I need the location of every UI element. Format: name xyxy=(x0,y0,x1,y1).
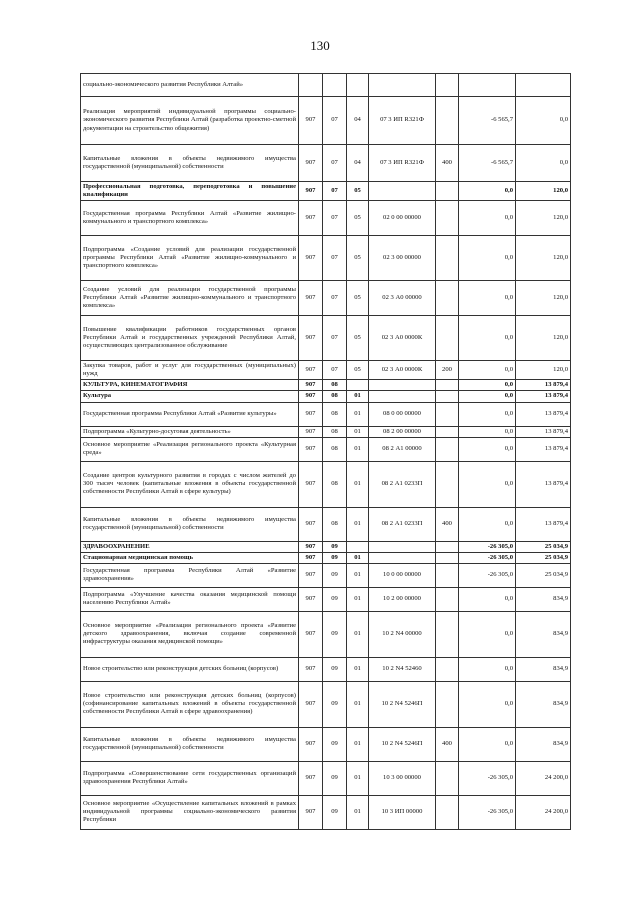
row-ministry-code: 907 xyxy=(299,426,323,437)
row-subsection-code: 01 xyxy=(347,727,369,761)
row-expense-type xyxy=(436,657,459,681)
row-expense-type xyxy=(436,761,459,795)
row-amount-change: 0,0 xyxy=(459,380,516,391)
row-target-article: 10 2 N4 52460 xyxy=(369,657,436,681)
table-row xyxy=(81,97,571,145)
row-section-code: 09 xyxy=(323,552,347,563)
row-amount-change: 0,0 xyxy=(459,361,516,380)
row-section-code: 09 xyxy=(323,657,347,681)
table-row xyxy=(81,281,571,316)
row-target-article: 10 3 ИП 00000 xyxy=(369,795,436,829)
table-row xyxy=(81,507,571,541)
row-ministry-code: 907 xyxy=(299,97,323,145)
row-amount-change: 0,0 xyxy=(459,681,516,727)
row-amount-change: 0,0 xyxy=(459,402,516,426)
row-target-article: 02 3 А0 00000 xyxy=(369,281,436,316)
row-target-article: 02 0 00 00000 xyxy=(369,201,436,236)
row-target-article: 07 3 ИП R321Ф xyxy=(369,145,436,182)
row-target-article: 02 3 А0 0000К xyxy=(369,316,436,361)
row-section-code: 07 xyxy=(323,316,347,361)
row-subsection-code: 01 xyxy=(347,507,369,541)
row-amount-change: -6 565,7 xyxy=(459,145,516,182)
table-row xyxy=(81,681,571,727)
row-name: Капитальные вложения в объекты недвижимого имущества государственной (муниципальной) собственности xyxy=(81,145,299,182)
row-amount-change: 0,0 xyxy=(459,316,516,361)
row-name: Государственная программа Республики Алтай «Развитие здравоохранения» xyxy=(81,563,299,587)
row-expense-type xyxy=(436,236,459,281)
row-section-code: 09 xyxy=(323,681,347,727)
row-expense-type xyxy=(436,681,459,727)
row-target-article xyxy=(369,391,436,402)
row-section-code: 07 xyxy=(323,361,347,380)
row-ministry-code: 907 xyxy=(299,507,323,541)
row-amount-total: 834,9 xyxy=(516,681,571,727)
row-section-code: 07 xyxy=(323,145,347,182)
row-target-article: 08 0 00 00000 xyxy=(369,402,436,426)
row-target-article: 08 2 00 00000 xyxy=(369,426,436,437)
row-expense-type: 400 xyxy=(436,727,459,761)
row-subsection-code xyxy=(347,74,369,97)
row-amount-total: 120,0 xyxy=(516,236,571,281)
row-name: Подпрограмма «Улучшение качества оказания медицинской помощи населению Республики Алтай» xyxy=(81,587,299,611)
row-name: Капитальные вложения в объекты недвижимого имущества государственной (муниципальной) собственности xyxy=(81,507,299,541)
row-amount-total: 834,9 xyxy=(516,657,571,681)
row-subsection-code: 01 xyxy=(347,587,369,611)
row-section-code xyxy=(323,74,347,97)
table-row xyxy=(81,552,571,563)
row-subsection-code: 05 xyxy=(347,281,369,316)
row-expense-type xyxy=(436,587,459,611)
row-section-code: 09 xyxy=(323,611,347,657)
row-subsection-code: 01 xyxy=(347,402,369,426)
row-amount-change: 0,0 xyxy=(459,236,516,281)
row-amount-change: 0,0 xyxy=(459,657,516,681)
row-amount-total: 120,0 xyxy=(516,281,571,316)
table-row xyxy=(81,236,571,281)
row-amount-change: -26 305,0 xyxy=(459,795,516,829)
table-row xyxy=(81,657,571,681)
row-amount-change: 0,0 xyxy=(459,437,516,461)
row-ministry-code: 907 xyxy=(299,236,323,281)
row-ministry-code: 907 xyxy=(299,761,323,795)
row-subsection-code: 01 xyxy=(347,391,369,402)
row-ministry-code: 907 xyxy=(299,391,323,402)
row-expense-type xyxy=(436,461,459,507)
row-expense-type xyxy=(436,426,459,437)
row-section-code: 07 xyxy=(323,201,347,236)
row-section-code: 09 xyxy=(323,727,347,761)
row-subsection-code: 05 xyxy=(347,361,369,380)
row-subsection-code xyxy=(347,380,369,391)
table-row xyxy=(81,402,571,426)
row-subsection-code: 01 xyxy=(347,552,369,563)
row-ministry-code: 907 xyxy=(299,795,323,829)
row-amount-change: -26 305,0 xyxy=(459,563,516,587)
row-name: Основное мероприятие «Реализация регионального проекта «Развитие детского здравоохранения, включая создание современной инфраструктуры оказания медицинской помощи» xyxy=(81,611,299,657)
row-ministry-code: 907 xyxy=(299,437,323,461)
row-name: Подпрограмма «Культурно-досуговая деятельность» xyxy=(81,426,299,437)
row-expense-type xyxy=(436,437,459,461)
table-row xyxy=(81,761,571,795)
row-ministry-code: 907 xyxy=(299,563,323,587)
row-expense-type xyxy=(436,281,459,316)
row-section-code: 07 xyxy=(323,281,347,316)
row-amount-total: 13 879,4 xyxy=(516,380,571,391)
table-row xyxy=(81,361,571,380)
row-name: Подпрограмма «Совершенствование сети государственных организаций здравоохранения Республики Алтай» xyxy=(81,761,299,795)
row-amount-change: -26 305,0 xyxy=(459,541,516,552)
row-expense-type xyxy=(436,182,459,201)
row-expense-type xyxy=(436,380,459,391)
row-amount-total: 120,0 xyxy=(516,316,571,361)
row-amount-change: 0,0 xyxy=(459,391,516,402)
row-name: Капитальные вложения в объекты недвижимого имущества государственной (муниципальной) собственности xyxy=(81,727,299,761)
row-subsection-code: 05 xyxy=(347,182,369,201)
row-amount-total: 834,9 xyxy=(516,587,571,611)
row-subsection-code: 01 xyxy=(347,563,369,587)
table-row xyxy=(81,145,571,182)
row-target-article xyxy=(369,552,436,563)
row-name: Повышение квалификации работников государственных органов Республики Алтай и государственных учреждений Республики Алтай, осуществляющих централизованное обслуживание xyxy=(81,316,299,361)
row-amount-change: -6 565,7 xyxy=(459,97,516,145)
row-name: Культура xyxy=(81,391,299,402)
table-row xyxy=(81,795,571,829)
row-target-article: 10 2 N4 5246П xyxy=(369,727,436,761)
row-name: Профессиональная подготовка, переподготовка и повышение квалификации xyxy=(81,182,299,201)
row-subsection-code: 01 xyxy=(347,761,369,795)
row-section-code: 08 xyxy=(323,437,347,461)
row-expense-type xyxy=(436,74,459,97)
row-amount-total: 24 200,0 xyxy=(516,761,571,795)
row-subsection-code: 01 xyxy=(347,681,369,727)
row-ministry-code: 907 xyxy=(299,541,323,552)
table-row xyxy=(81,461,571,507)
row-amount-total: 13 879,4 xyxy=(516,437,571,461)
row-amount-change xyxy=(459,74,516,97)
row-ministry-code: 907 xyxy=(299,145,323,182)
row-subsection-code: 01 xyxy=(347,795,369,829)
row-amount-change: 0,0 xyxy=(459,727,516,761)
row-section-code: 08 xyxy=(323,402,347,426)
row-amount-total: 120,0 xyxy=(516,361,571,380)
row-section-code: 09 xyxy=(323,587,347,611)
row-name: Основное мероприятие «Реализация регионального проекта «Культурная среда» xyxy=(81,437,299,461)
row-amount-total: 834,9 xyxy=(516,727,571,761)
table-row xyxy=(81,74,571,97)
row-subsection-code: 01 xyxy=(347,611,369,657)
table-row xyxy=(81,727,571,761)
row-name: Закупка товаров, работ и услуг для государственных (муниципальных) нужд xyxy=(81,361,299,380)
table-row xyxy=(81,380,571,391)
row-section-code: 07 xyxy=(323,97,347,145)
row-amount-total: 0,0 xyxy=(516,145,571,182)
row-name: Создание условий для реализации государственной программы Республики Алтай «Развитие жилищно-коммунального и транспортного комплекса» xyxy=(81,281,299,316)
row-section-code: 09 xyxy=(323,795,347,829)
row-subsection-code: 05 xyxy=(347,316,369,361)
row-name: Стационарная медицинская помощь xyxy=(81,552,299,563)
row-name: социально-экономического развития Республики Алтай» xyxy=(81,74,299,97)
row-subsection-code xyxy=(347,541,369,552)
row-target-article: 10 2 00 00000 xyxy=(369,587,436,611)
row-amount-total: 0,0 xyxy=(516,97,571,145)
row-section-code: 08 xyxy=(323,391,347,402)
row-target-article xyxy=(369,541,436,552)
row-amount-change: 0,0 xyxy=(459,281,516,316)
row-name: Подпрограмма «Создание условий для реализации государственной программы Республики Алтай «Развитие жилищно-коммунального и транспортного комплекса» xyxy=(81,236,299,281)
row-expense-type: 200 xyxy=(436,361,459,380)
row-amount-change: 0,0 xyxy=(459,182,516,201)
row-ministry-code: 907 xyxy=(299,380,323,391)
row-amount-total: 120,0 xyxy=(516,182,571,201)
row-section-code: 08 xyxy=(323,380,347,391)
row-name: Основное мероприятие «Осуществление капитальных вложений в рамках индивидуальной программы социально-экономического развития Республики xyxy=(81,795,299,829)
page-number: 130 xyxy=(310,38,330,53)
row-amount-total: 13 879,4 xyxy=(516,402,571,426)
table-row xyxy=(81,563,571,587)
row-section-code: 09 xyxy=(323,761,347,795)
row-target-article: 10 0 00 00000 xyxy=(369,563,436,587)
row-amount-total: 834,9 xyxy=(516,611,571,657)
row-target-article: 10 2 N4 5246П xyxy=(369,681,436,727)
row-name: Государственная программа Республики Алтай «Развитие культуры» xyxy=(81,402,299,426)
row-ministry-code: 907 xyxy=(299,316,323,361)
row-name: КУЛЬТУРА, КИНЕМАТОГРАФИЯ xyxy=(81,380,299,391)
row-target-article: 08 2 А1 0233П xyxy=(369,461,436,507)
row-amount-change: -26 305,0 xyxy=(459,761,516,795)
row-section-code: 07 xyxy=(323,182,347,201)
row-ministry-code xyxy=(299,74,323,97)
row-name: Новое строительство или реконструкция детских больниц (корпусов) xyxy=(81,657,299,681)
table-row xyxy=(81,201,571,236)
row-target-article: 08 2 А1 0233П xyxy=(369,507,436,541)
table-row xyxy=(81,437,571,461)
row-target-article: 02 3 00 00000 xyxy=(369,236,436,281)
row-amount-total: 25 034,9 xyxy=(516,541,571,552)
row-section-code: 08 xyxy=(323,426,347,437)
row-expense-type xyxy=(436,391,459,402)
row-ministry-code: 907 xyxy=(299,552,323,563)
row-ministry-code: 907 xyxy=(299,681,323,727)
row-expense-type xyxy=(436,201,459,236)
row-ministry-code: 907 xyxy=(299,461,323,507)
row-section-code: 09 xyxy=(323,541,347,552)
row-expense-type xyxy=(436,97,459,145)
row-section-code: 09 xyxy=(323,563,347,587)
row-amount-total xyxy=(516,74,571,97)
row-amount-change: -26 305,0 xyxy=(459,552,516,563)
row-expense-type xyxy=(436,611,459,657)
row-target-article xyxy=(369,380,436,391)
table-row xyxy=(81,541,571,552)
row-name: Новое строительство или реконструкция детских больниц (корпусов) (софинансирование капитальных вложений в объекты государственной собственности Республики Алтай в сфере здравоохранения) xyxy=(81,681,299,727)
row-name: Создание центров культурного развития в городах с числом жителей до 300 тысяч человек (капитальные вложения в объекты государственной собственности Республики Алтай в сфере культуры) xyxy=(81,461,299,507)
row-section-code: 07 xyxy=(323,236,347,281)
row-subsection-code: 01 xyxy=(347,426,369,437)
row-ministry-code: 907 xyxy=(299,361,323,380)
table-row xyxy=(81,391,571,402)
table-row xyxy=(81,426,571,437)
row-subsection-code: 05 xyxy=(347,201,369,236)
row-ministry-code: 907 xyxy=(299,402,323,426)
row-ministry-code: 907 xyxy=(299,611,323,657)
row-amount-change: 0,0 xyxy=(459,507,516,541)
row-target-article: 10 3 00 00000 xyxy=(369,761,436,795)
row-amount-total: 120,0 xyxy=(516,201,571,236)
row-amount-change: 0,0 xyxy=(459,461,516,507)
row-amount-total: 13 879,4 xyxy=(516,391,571,402)
row-ministry-code: 907 xyxy=(299,727,323,761)
row-subsection-code: 01 xyxy=(347,461,369,507)
row-subsection-code: 01 xyxy=(347,437,369,461)
row-amount-total: 25 034,9 xyxy=(516,563,571,587)
row-expense-type xyxy=(436,316,459,361)
row-amount-change: 0,0 xyxy=(459,587,516,611)
row-subsection-code: 01 xyxy=(347,657,369,681)
row-target-article: 02 3 А0 0000К xyxy=(369,361,436,380)
table-row xyxy=(81,182,571,201)
row-subsection-code: 04 xyxy=(347,97,369,145)
row-amount-total: 13 879,4 xyxy=(516,426,571,437)
row-name: ЗДРАВООХРАНЕНИЕ xyxy=(81,541,299,552)
row-amount-total: 25 034,9 xyxy=(516,552,571,563)
row-name: Государственная программа Республики Алтай «Развитие жилищно-коммунального и транспортного комплекса» xyxy=(81,201,299,236)
row-ministry-code: 907 xyxy=(299,657,323,681)
row-amount-change: 0,0 xyxy=(459,201,516,236)
row-ministry-code: 907 xyxy=(299,587,323,611)
row-expense-type: 400 xyxy=(436,145,459,182)
row-expense-type xyxy=(436,402,459,426)
row-amount-change: 0,0 xyxy=(459,426,516,437)
row-ministry-code: 907 xyxy=(299,281,323,316)
row-section-code: 08 xyxy=(323,507,347,541)
row-target-article xyxy=(369,182,436,201)
row-section-code: 08 xyxy=(323,461,347,507)
row-target-article xyxy=(369,74,436,97)
row-name: Реализация мероприятий индивидуальной программы социально-экономического развития Республики Алтай (разработка проектно-сметной документации на строительство общежития) xyxy=(81,97,299,145)
row-target-article: 08 2 А1 00000 xyxy=(369,437,436,461)
table-row xyxy=(81,611,571,657)
row-amount-change: 0,0 xyxy=(459,611,516,657)
budget-table xyxy=(80,73,571,830)
row-amount-total: 24 200,0 xyxy=(516,795,571,829)
row-ministry-code: 907 xyxy=(299,182,323,201)
row-expense-type xyxy=(436,563,459,587)
row-target-article: 10 2 N4 00000 xyxy=(369,611,436,657)
row-expense-type xyxy=(436,795,459,829)
row-expense-type: 400 xyxy=(436,507,459,541)
table-row xyxy=(81,587,571,611)
row-amount-total: 13 879,4 xyxy=(516,507,571,541)
row-ministry-code: 907 xyxy=(299,201,323,236)
row-expense-type xyxy=(436,541,459,552)
row-subsection-code: 04 xyxy=(347,145,369,182)
row-expense-type xyxy=(436,552,459,563)
row-subsection-code: 05 xyxy=(347,236,369,281)
table-row xyxy=(81,316,571,361)
row-target-article: 07 3 ИП R321Ф xyxy=(369,97,436,145)
row-amount-total: 13 879,4 xyxy=(516,461,571,507)
